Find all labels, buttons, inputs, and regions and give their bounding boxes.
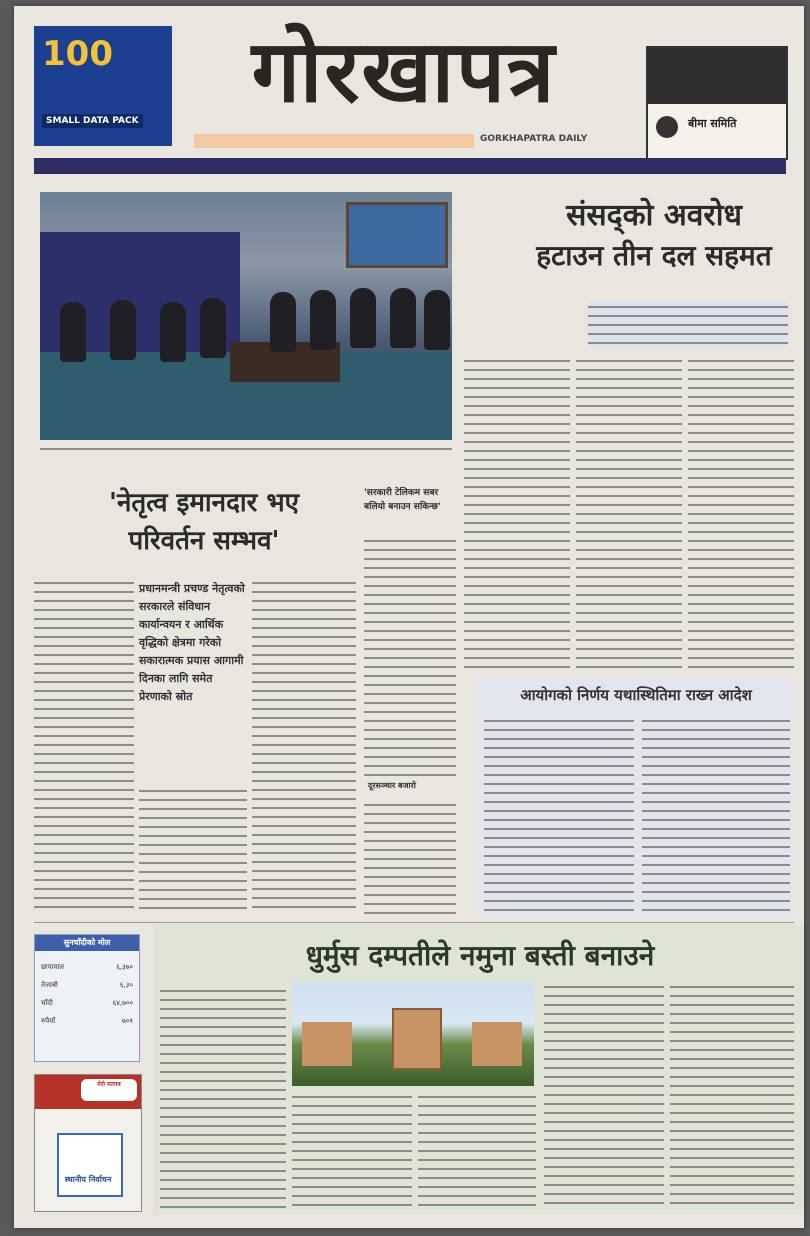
gold-row-label: तेजाबी: [41, 981, 58, 989]
photo-person: [390, 288, 416, 348]
third-column: [642, 716, 790, 912]
lead-column: [464, 356, 570, 668]
photo-person: [350, 288, 376, 348]
gold-row: [41, 1017, 133, 1026]
bottom-column: [544, 982, 664, 1210]
photo-house: [472, 1022, 522, 1066]
third-headline: आयोगको निर्णय यथास्थितिमा राख्न आदेश: [520, 686, 752, 704]
masthead-title: गोरखापत्र: [251, 21, 557, 122]
dateline-bar: [34, 158, 786, 174]
ballot-box-icon: [57, 1133, 123, 1197]
section-divider: [34, 922, 794, 923]
gold-row-label: छापावाल: [41, 963, 64, 971]
bottom-column: [292, 1092, 412, 1210]
gold-row-value: ६,३७०: [116, 963, 133, 971]
bottom-column: [670, 982, 794, 1210]
photo-person: [110, 300, 136, 360]
lead-column: [576, 356, 682, 668]
election-ad-label: स्थानीय निर्वाचन: [64, 1175, 112, 1184]
sidebar-headline: 'सरकारी टेलिकम सबर बलियो बनाउन सकिन्छ': [364, 488, 441, 512]
gold-row-label: चाँदी: [41, 999, 53, 1007]
insurance-logo-icon: [656, 116, 678, 138]
bottom-column: [160, 986, 286, 1210]
photo-wall-painting: [346, 202, 448, 268]
header-ad-left: [34, 26, 172, 146]
lead-photo: [40, 192, 452, 440]
second-headline: [54, 484, 354, 560]
ad-offer: SMALL DATA PACK: [42, 114, 143, 128]
photo-house: [302, 1022, 352, 1066]
gold-row: [41, 999, 133, 1008]
photo-person: [270, 292, 296, 352]
lead-headline: [514, 196, 794, 276]
sidebar-column: [364, 800, 456, 914]
gold-row-value: ६,३०: [119, 981, 133, 989]
second-pullquote: प्रधानमन्त्री प्रचण्ड नेतृत्वको सरकारले संविधान कार्यान्वयन र आर्थिक वृद्धिको क्षेत्रमा गरेको सकारात्मक प्रयास आगामी दिनका लागि समेत प्रेरणाको स्रोत: [139, 582, 245, 703]
bottom-photo: [292, 982, 534, 1086]
election-ad-bubble: मेरो मतपत्र: [81, 1079, 137, 1101]
lead-headline-line1: संसद्को अवरोध: [566, 198, 742, 233]
newspaper-page: [14, 6, 804, 1228]
election-ad: [34, 1074, 142, 1212]
masthead-strip: [194, 134, 474, 148]
masthead-english: GORKHAPATRA DAILY: [480, 134, 588, 144]
gold-row: [41, 981, 133, 990]
ad-text-block: [648, 48, 786, 104]
second-headline-line1: 'नेतृत्व इमानदार भए: [109, 488, 299, 518]
photo-person: [310, 290, 336, 350]
header-ad-right: [646, 46, 788, 160]
gold-row: [41, 963, 133, 972]
photo-caption: [40, 444, 452, 454]
lead-column: [688, 356, 794, 668]
gold-row-value: ६४,७००: [112, 999, 133, 1007]
gold-box-title: सुनचाँदीको मोल: [35, 935, 139, 951]
second-column: [252, 578, 356, 914]
ad-right-name: बीमा समिति: [688, 117, 737, 130]
second-column: [139, 786, 247, 914]
photo-gate: [392, 1008, 442, 1070]
lead-headline-line2: हटाउन तीन दल सहमत: [536, 239, 772, 272]
photo-person: [200, 298, 226, 358]
gold-price-box: [34, 934, 140, 1062]
second-headline-line2: परिवर्तन सम्भव': [128, 526, 280, 556]
gold-row-value: ७०१: [122, 1017, 133, 1025]
bottom-column: [418, 1092, 536, 1210]
photo-person: [60, 302, 86, 362]
sidebar-subhead: दूरसञ्चार बजारो: [368, 781, 416, 790]
gold-row-label: रुपैयाँ: [41, 1017, 56, 1025]
second-column: [34, 578, 134, 914]
sidebar-column: [364, 536, 456, 776]
ad-badge: 100: [42, 34, 113, 74]
bottom-headline: धुर्मुस दम्पतीले नमुना बस्ती बनाउने: [305, 939, 655, 972]
photo-person: [424, 290, 450, 350]
photo-person: [160, 302, 186, 362]
lead-deck: [588, 302, 788, 348]
third-column: [484, 716, 634, 912]
